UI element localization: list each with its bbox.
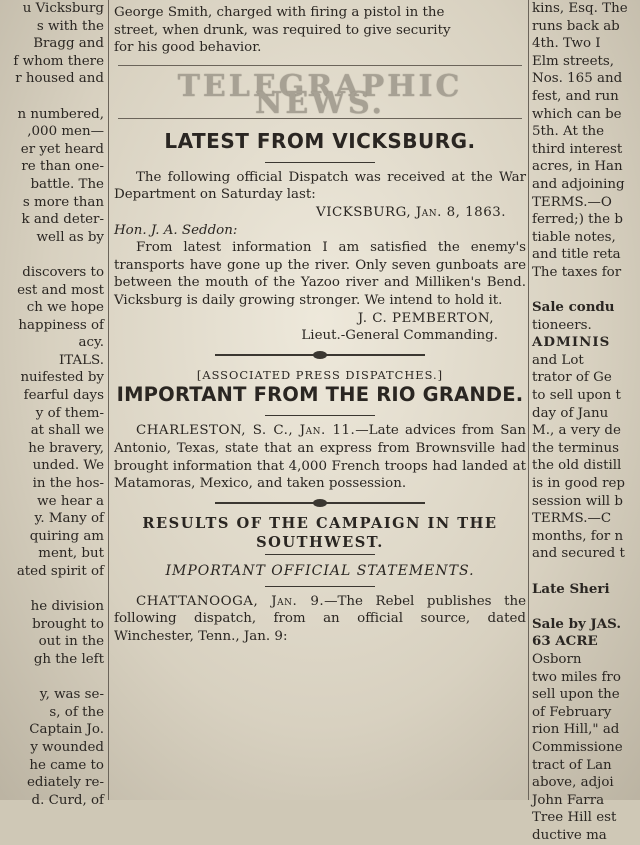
- left-column-line: battle. The: [30, 176, 104, 192]
- right-column-line: ductive ma: [532, 827, 607, 843]
- left-column-line: discovers to: [22, 264, 104, 280]
- left-column-line: u Vicksburg: [22, 1, 104, 16]
- court-line-1: George Smith, charged with firing a pistol in the: [114, 5, 445, 20]
- right-column-line: John Farra: [532, 792, 605, 808]
- right-column-line: Sale condu: [532, 299, 615, 316]
- left-column-line: ,000 men—: [27, 124, 104, 140]
- right-column-line: above, adjoi: [532, 775, 614, 791]
- left-column-line: n numbered,: [17, 106, 104, 122]
- left-column-line: in the hos-: [32, 476, 104, 492]
- left-column-line: [0, 669, 104, 687]
- left-column-line: y, was se-: [39, 687, 104, 703]
- left-column-line: ediately re-: [26, 775, 104, 791]
- right-column-line: Sale by JAS.: [532, 615, 622, 632]
- right-column-line: [532, 598, 640, 616]
- left-column-line: he came to: [29, 757, 104, 773]
- right-column-line: 5th. At the: [532, 124, 605, 140]
- chattanooga-dateline: CHATTANOOGA, Jan. 9.: [136, 593, 325, 609]
- left-column-line: [0, 581, 104, 599]
- short-rule-3: [265, 554, 375, 555]
- right-column-line: Commissione: [532, 739, 623, 755]
- right-column-line: the terminus: [532, 440, 619, 456]
- left-column-line: ment, but: [38, 546, 104, 562]
- official-statements-headline: IMPORTANT OFFICIAL STATEMENTS.: [165, 562, 475, 579]
- left-column-line: we hear a: [37, 493, 104, 509]
- right-column-line: tiable notes,: [532, 229, 616, 245]
- vicksburg-body: From latest information I am satisfied the enemy's transports have gone up the river. Only seven gunboats are between the mouth of the Yazoo river and Milliken's Bend. Vicksburg is daily growing stronger. We intend to hold it.: [114, 240, 526, 308]
- right-column-line: [532, 563, 640, 581]
- left-column-line: k and deter-: [21, 212, 104, 228]
- left-column-line: brought to: [32, 616, 104, 632]
- right-column-line: ADMINIS: [532, 334, 611, 351]
- right-column-line: day of Janu: [532, 405, 609, 421]
- right-column-line: Nos. 165 and: [532, 71, 623, 87]
- results-headline-2: SOUTHWEST.: [256, 533, 384, 551]
- right-column-line: Tree Hill est: [532, 810, 617, 826]
- right-column-line: and secured t: [532, 546, 625, 562]
- left-column-line: ch we hope: [26, 300, 104, 316]
- left-column-line: he bravery,: [28, 440, 104, 456]
- charleston-body: —Late advices from San Antonio, Texas, state that an express from Brownsville had brought information that 4,000 French troops had landed at Matamoras, Mexico, and taken possession.: [114, 423, 526, 492]
- right-column-line: which can be: [532, 106, 622, 122]
- left-column-line: fearful days: [23, 388, 104, 404]
- right-column-line: of February: [532, 704, 612, 720]
- right-column-line: Osborn: [532, 651, 582, 667]
- right-column-line: fest, and run: [532, 88, 619, 104]
- ap-dispatches-label: [ASSOCIATED PRESS DISPATCHES.]: [196, 367, 444, 382]
- signature-name: J. C. PEMBERTON,: [357, 310, 494, 326]
- left-column-line: well as by: [36, 229, 104, 245]
- left-column-line: s more than: [22, 194, 104, 210]
- right-column-line: months, for n: [532, 528, 624, 544]
- telegraphic-news-heading: TELEGRAPHIC NEWS.: [177, 68, 463, 122]
- left-column-line: est and most: [17, 282, 104, 298]
- right-column-line: runs back ab: [532, 18, 620, 34]
- right-column-line: 63 ACRE: [532, 633, 598, 650]
- right-column-line: The taxes for: [532, 264, 622, 280]
- left-column-line: ated spirit of: [16, 564, 104, 579]
- left-column-line: out in the: [38, 634, 104, 650]
- left-column-line: y. Many of: [34, 511, 104, 527]
- right-column-line: ferred;) the b: [532, 212, 623, 228]
- right-column-line: two miles fro: [532, 669, 621, 685]
- short-rule-4: [265, 586, 375, 587]
- salutation: Hon. J. A. Seddon:: [114, 222, 238, 238]
- right-column-line: Elm streets,: [532, 53, 615, 69]
- left-column-line: f whom there: [13, 53, 104, 69]
- right-column-line: [532, 282, 640, 300]
- right-column-line: to sell upon t: [532, 388, 621, 404]
- left-column-line: s, of the: [49, 704, 104, 720]
- right-column-line: Late Sheri: [532, 580, 610, 597]
- results-headline-1: RESULTS OF THE CAMPAIGN IN THE: [142, 514, 498, 532]
- vicksburg-dateline: VICKSBURG, Jan. 8, 1863.: [316, 204, 506, 220]
- left-column-line: er yet heard: [20, 141, 104, 157]
- right-column-line: tract of Lan: [532, 757, 612, 773]
- vicksburg-headline: LATEST FROM VICKSBURG.: [164, 128, 476, 153]
- left-column-line: quiring am: [29, 528, 104, 544]
- court-line-3: for his good behavior.: [114, 40, 262, 56]
- right-column-line: sell upon the: [532, 687, 620, 703]
- court-item: [114, 4, 526, 57]
- signature-title: Lieut.-General Commanding.: [301, 328, 498, 344]
- right-column-line: and Lot: [532, 352, 584, 368]
- right-column-line: TERMS.—O: [532, 194, 612, 210]
- chattanooga-body: —The Rebel publishes the following dispatch, from an official source, dated Winchester, Tenn., Jan. 9:: [114, 593, 527, 644]
- chattanooga-paragraph: [114, 593, 526, 646]
- right-column-line: session will b: [532, 493, 623, 509]
- charleston-paragraph: [114, 422, 526, 492]
- left-column-line: nuifested by: [20, 370, 104, 386]
- right-column: [532, 0, 640, 843]
- left-column-line: y wounded: [30, 739, 104, 755]
- left-column-line: [0, 246, 104, 264]
- right-column-line: tioneers.: [532, 317, 592, 333]
- short-rule-2: [265, 415, 375, 416]
- left-column-line: acy.: [78, 335, 104, 351]
- right-column-line: acres, in Han: [532, 159, 623, 175]
- right-column-line: third interest: [532, 141, 623, 157]
- right-column-line: rion Hill," ad: [532, 722, 620, 738]
- left-column-line: r housed and: [15, 71, 104, 87]
- left-column-line: [0, 88, 104, 106]
- right-column-line: and title reta: [532, 247, 621, 263]
- left-column-line: s with the: [36, 18, 104, 34]
- right-column-line: TERMS.—C: [532, 511, 612, 527]
- left-column-line: unded. We: [32, 458, 104, 474]
- center-column: [114, 0, 526, 800]
- column-rule-right: [528, 0, 529, 800]
- right-column-line: and adjoining: [532, 176, 625, 192]
- right-column-line: is in good rep: [532, 476, 625, 492]
- vicksburg-intro: The following official Dispatch was received at the War Department on Saturday last:: [114, 169, 526, 203]
- left-column: [0, 0, 104, 808]
- right-column-line: kins, Esq. The: [532, 1, 628, 16]
- left-column-line: Bragg and: [33, 36, 104, 52]
- court-line-2: street, when drunk, was required to give security: [114, 22, 451, 38]
- left-column-line: Captain Jo.: [29, 722, 104, 738]
- short-rule: [265, 162, 375, 163]
- right-column-line: the old distill: [532, 458, 622, 474]
- left-column-line: at shall we: [30, 423, 104, 439]
- left-column-line: y of them-: [35, 405, 104, 421]
- right-column-line: trator of Ge: [532, 370, 612, 386]
- left-column-line: re than one-: [21, 159, 104, 175]
- left-column-line: happiness of: [18, 317, 104, 333]
- ornament-rule: [215, 349, 425, 361]
- right-column-line: 4th. Two I: [532, 36, 601, 52]
- charleston-dateline: CHARLESTON, S. C., Jan. 11.: [136, 423, 356, 439]
- left-column-line: d. Curd, of: [31, 792, 104, 808]
- right-column-line: M., a very de: [532, 423, 621, 439]
- left-column-line: ITALS.: [58, 352, 104, 368]
- rio-grande-headline: IMPORTANT FROM THE RIO GRANDE.: [116, 383, 524, 407]
- column-rule-left: [108, 0, 109, 800]
- left-column-line: he division: [30, 599, 104, 615]
- left-column-line: gh the left: [33, 651, 104, 667]
- ornament-rule-2: [215, 497, 425, 509]
